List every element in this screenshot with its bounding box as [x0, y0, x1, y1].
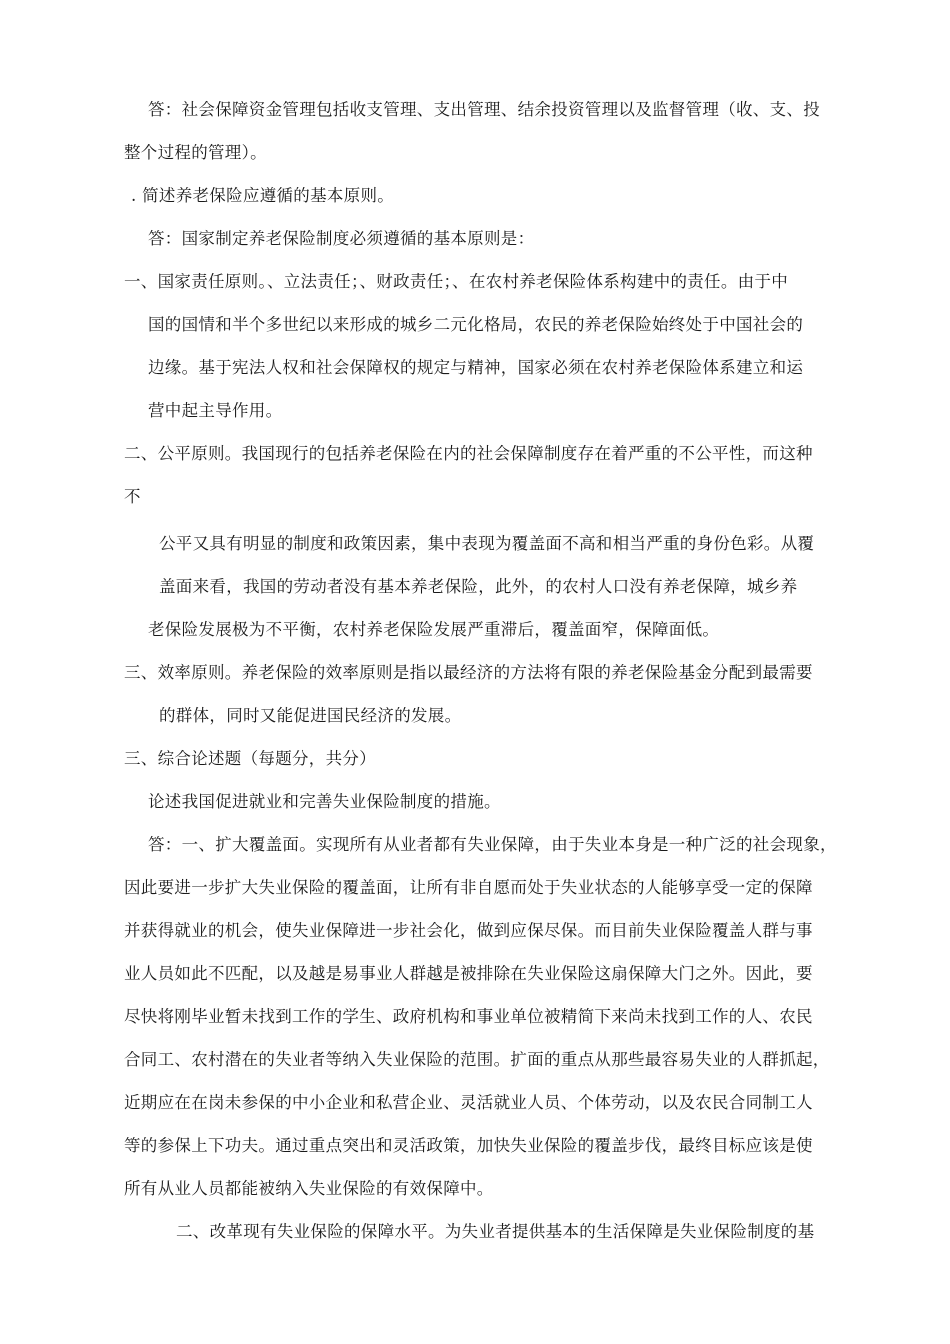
paragraph-line: 并获得就业的机会，使失业保障进一步社会化，做到应保尽保。而目前失业保险覆盖人群与事: [124, 921, 813, 940]
paragraph-line: 二、改革现有失业保险的保障水平。为失业者提供基本的生活保障是失业保险制度的基: [176, 1222, 815, 1241]
question-heading: . 简述养老保险应遵循的基本原则。: [131, 186, 395, 205]
question-line: 论述我国促进就业和完善失业保险制度的措施。: [148, 792, 501, 811]
paragraph-line: 的群体，同时又能促进国民经济的发展。: [159, 706, 462, 725]
paragraph-line: 整个过程的管理）。: [124, 143, 267, 162]
paragraph-line: 公平又具有明显的制度和政策因素，集中表现为覆盖面不高和相当严重的身份色彩。从覆: [159, 534, 815, 553]
paragraph-line: 近期应在在岗未参保的中小企业和私营企业、灵活就业人员、个体劳动，以及农民合同制工人: [124, 1093, 813, 1112]
paragraph-line: 答：国家制定养老保险制度必须遵循的基本原则是：: [148, 229, 535, 248]
list-item-heading: 二、公平原则。我国现行的包括养老保险在内的社会保障制度存在着严重的不公平性，而这种: [124, 444, 813, 463]
paragraph-line: 营中起主导作用。: [148, 401, 283, 420]
paragraph-line: 尽快将刚毕业暂未找到工作的学生、政府机构和事业单位被精简下来尚未找到工作的人、农民: [124, 1007, 813, 1026]
paragraph-line: 等的参保上下功夫。通过重点突出和灵活政策，加快失业保险的覆盖步伐，最终目标应该是使: [124, 1136, 813, 1155]
paragraph-line: 边缘。基于宪法人权和社会保障权的规定与精神，国家必须在农村养老保险体系建立和运: [148, 358, 804, 377]
paragraph-line: 答：一、扩大覆盖面。实现所有从业者都有失业保障，由于失业本身是一种广泛的社会现象，: [148, 835, 837, 854]
paragraph-line: 盖面来看，我国的劳动者没有基本养老保险，此外，的农村人口没有养老保障，城乡养: [159, 577, 798, 596]
paragraph-line: 老保险发展极为不平衡，农村养老保险发展严重滞后，覆盖面窄，保障面低。: [148, 620, 720, 639]
paragraph-line: 国的国情和半个多世纪以来形成的城乡二元化格局，农民的养老保险始终处于中国社会的: [148, 315, 804, 334]
paragraph-line: 业人员如此不匹配，以及越是易事业人群越是被排除在失业保险这扇保障大门之外。因此，要: [124, 964, 813, 983]
list-item-heading: 一、国家责任原则。、立法责任；、财政责任；、在农村养老保险体系构建中的责任。由于中: [124, 272, 789, 291]
paragraph-line: 不: [124, 487, 141, 506]
paragraph-line: 因此要进一步扩大失业保险的覆盖面，让所有非自愿而处于失业状态的人能够享受一定的保障: [124, 878, 813, 897]
list-item-heading: 三、效率原则。养老保险的效率原则是指以最经济的方法将有限的养老保险基金分配到最需要: [124, 663, 813, 682]
section-heading: 三、综合论述题（每题分，共分）: [124, 749, 376, 768]
paragraph-line: 答：社会保障资金管理包括收支管理、支出管理、结余投资管理以及监督管理（收、支、投: [148, 100, 820, 119]
paragraph-line: 合同工、农村潜在的失业者等纳入失业保险的范围。扩面的重点从那些最容易失业的人群抓起，: [124, 1050, 830, 1069]
paragraph-line: 所有从业人员都能被纳入失业保险的有效保障中。: [124, 1179, 494, 1198]
